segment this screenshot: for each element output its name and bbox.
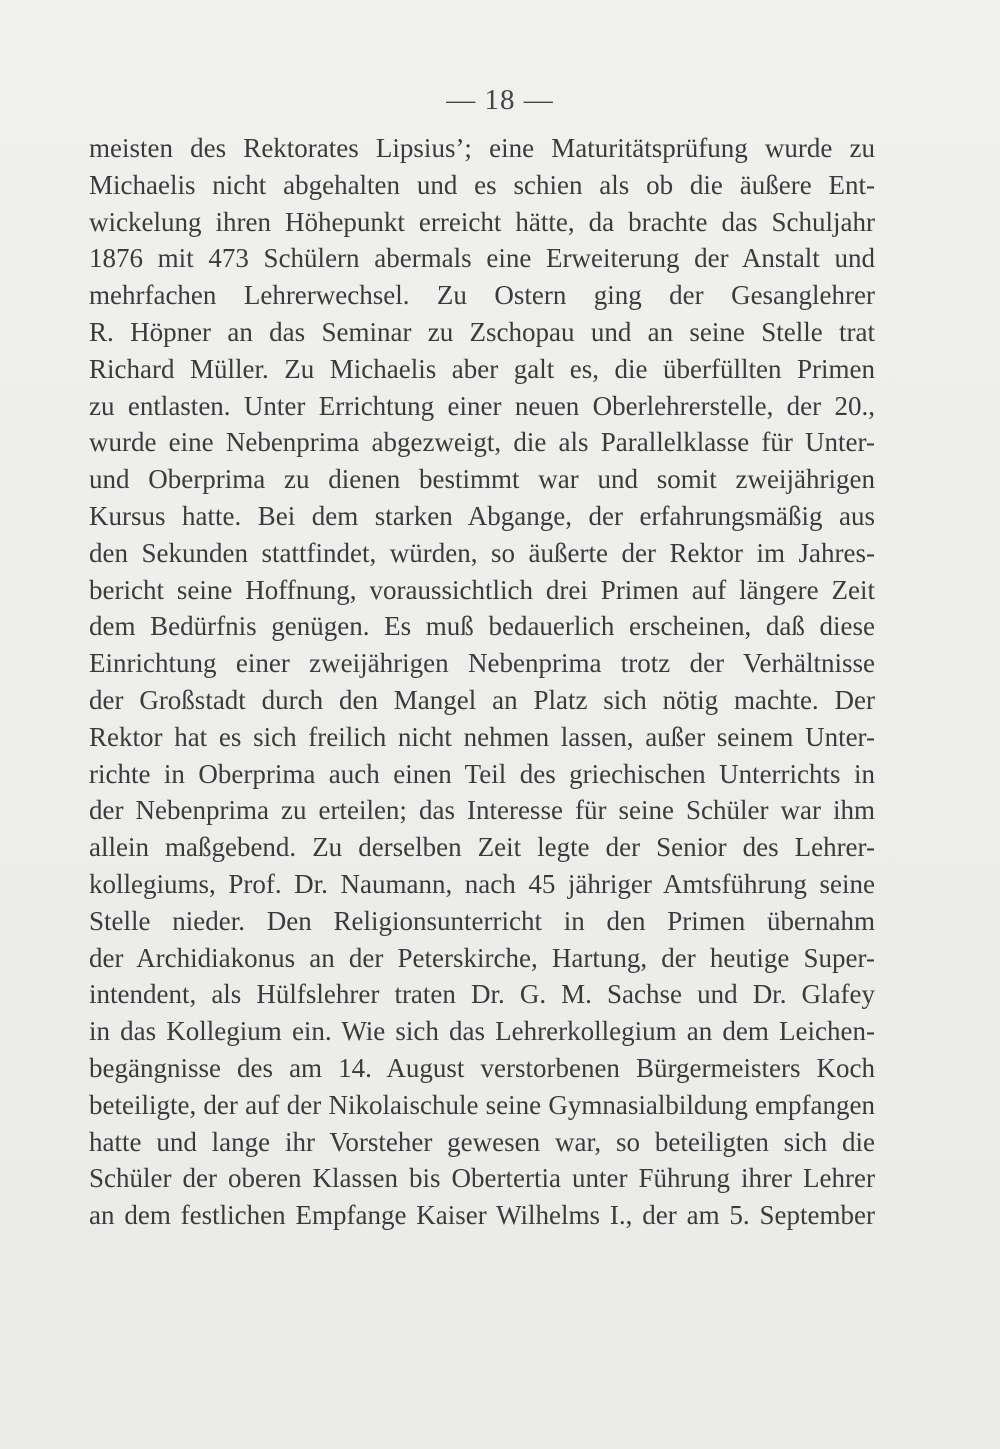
text-line: intendent, als Hülfslehrer traten Dr. G. M. Sachse und Dr. Glafey <box>89 979 875 1010</box>
text-line: Michaelis nicht abgehalten und es schien als ob die äußere Ent- <box>89 169 875 200</box>
text-line: R. Höpner an das Seminar zu Zschopau und an seine Stelle trat <box>89 316 875 347</box>
text-line: begängnisse des am 14. August verstorbenen Bürgermeisters Koch <box>89 1052 875 1083</box>
text-line: an dem festlichen Empfange Kaiser Wilhelms I., der am 5. September <box>89 1200 875 1231</box>
text-line: Einrichtung einer zweijährigen Nebenprima trotz der Verhältnisse <box>89 648 875 679</box>
text-line: Kursus hatte. Bei dem starken Abgange, der erfahrungsmäßig aus <box>89 500 875 531</box>
text-line: beteiligte, der auf der Nikolaischule seine Gymnasialbildung empfangen <box>89 1089 875 1120</box>
text-line: Rektor hat es sich freilich nicht nehmen lassen, außer seinem Unter- <box>89 721 875 752</box>
text-line: wurde eine Nebenprima abgezweigt, die als Parallelklasse für Unter- <box>89 427 875 458</box>
page-number: — 18 — <box>446 84 554 116</box>
text-line: wickelung ihren Höhepunkt erreicht hätte, da brachte das Schuljahr <box>89 206 875 237</box>
text-line: in das Kollegium ein. Wie sich das Lehrerkollegium an dem Leichen- <box>89 1016 875 1047</box>
text-line: der Großstadt durch den Mangel an Platz sich nötig machte. Der <box>89 684 875 715</box>
text-line: mehrfachen Lehrerwechsel. Zu Ostern ging der Gesanglehrer <box>89 280 875 311</box>
text-line: dem Bedürfnis genügen. Es muß bedauerlich erscheinen, daß diese <box>89 611 875 642</box>
text-line: allein maßgebend. Zu derselben Zeit legte der Senior des Lehrer- <box>89 832 875 863</box>
text-line: Richard Müller. Zu Michaelis aber galt es, die überfüllten Primen <box>89 353 875 384</box>
text-line: den Sekunden stattfindet, würden, so äußerte der Rektor im Jahres- <box>89 537 875 568</box>
text-line: hatte und lange ihr Vorsteher gewesen war, so beteiligten sich die <box>89 1126 875 1157</box>
text-line: zu entlasten. Unter Errichtung einer neuen Oberlehrerstelle, der 20., <box>89 390 875 421</box>
text-line: Schüler der oberen Klassen bis Obertertia unter Führung ihrer Lehrer <box>89 1163 875 1194</box>
text-line: und Oberprima zu dienen bestimmt war und somit zweijährigen <box>89 464 875 495</box>
text-line: richte in Oberprima auch einen Teil des griechischen Unterrichts in <box>89 758 875 789</box>
text-line: bericht seine Hoffnung, voraussichtlich drei Primen auf längere Zeit <box>89 574 875 605</box>
body-text <box>89 130 875 1234</box>
text-line: Stelle nieder. Den Religionsunterricht in den Primen übernahm <box>89 905 875 936</box>
text-line: kollegiums, Prof. Dr. Naumann, nach 45 jähriger Amtsführung seine <box>89 868 875 899</box>
text-line: meisten des Rektorates Lipsius’; eine Maturitätsprüfung wurde zu <box>89 133 875 163</box>
text-line: der Nebenprima zu erteilen; das Interesse für seine Schüler war ihm <box>89 795 875 826</box>
text-line: der Archidiakonus an der Peterskirche, Hartung, der heutige Super- <box>89 942 875 973</box>
text-line: 1876 mit 473 Schülern abermals eine Erweiterung der Anstalt und <box>89 243 875 274</box>
